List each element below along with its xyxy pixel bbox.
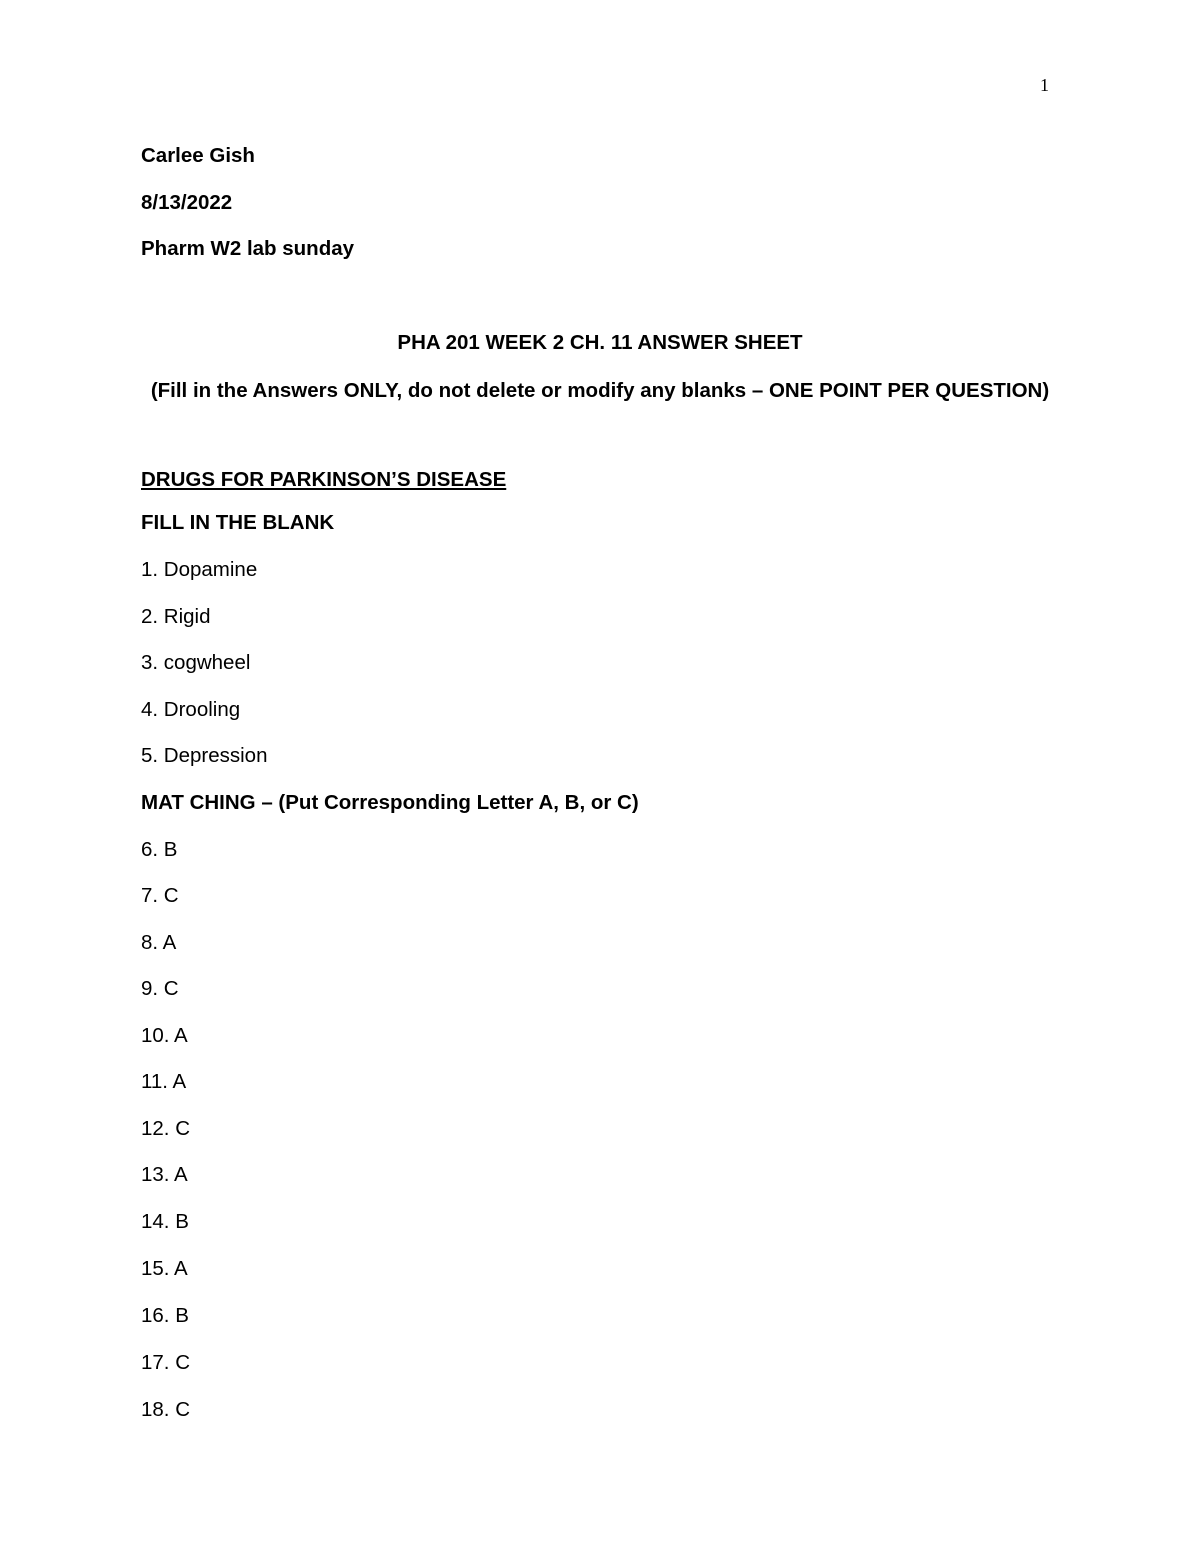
answer-3: 3. cogwheel [141,651,251,674]
answer-18: 18. C [141,1398,190,1421]
submission-date: 8/13/2022 [141,191,233,214]
answer-4: 4. Drooling [141,698,241,721]
section-heading: DRUGS FOR PARKINSON’S DISEASE [141,468,507,491]
answer-6: 6. B [141,838,178,861]
answer-11: 11. A [141,1070,187,1093]
answer-12: 12. C [141,1117,190,1140]
answer-9: 9. C [141,977,179,1000]
answer-13: 13. A [141,1163,188,1186]
answer-1: 1. Dopamine [141,558,258,581]
answer-16: 16. B [141,1304,189,1327]
answer-7: 7. C [141,884,179,907]
answer-2: 2. Rigid [141,605,211,628]
answer-15: 15. A [141,1257,188,1280]
answer-8: 8. A [141,931,177,954]
student-name: Carlee Gish [141,144,255,167]
instructions: (Fill in the Answers ONLY, do not delete or modify any blanks – ONE POINT PER QUESTION) [150,379,1050,402]
document-title: PHA 201 WEEK 2 CH. 11 ANSWER SHEET [397,331,803,354]
answer-17: 17. C [141,1351,190,1374]
page-number: 1 [1040,75,1049,95]
course-label: Pharm W2 lab sunday [141,237,355,260]
fill-in-blank-heading: FILL IN THE BLANK [141,511,335,534]
matching-heading: MAT CHING – (Put Corresponding Letter A, B, or C) [141,791,639,814]
answer-5: 5. Depression [141,744,268,767]
answer-14: 14. B [141,1210,189,1233]
answer-10: 10. A [141,1024,188,1047]
